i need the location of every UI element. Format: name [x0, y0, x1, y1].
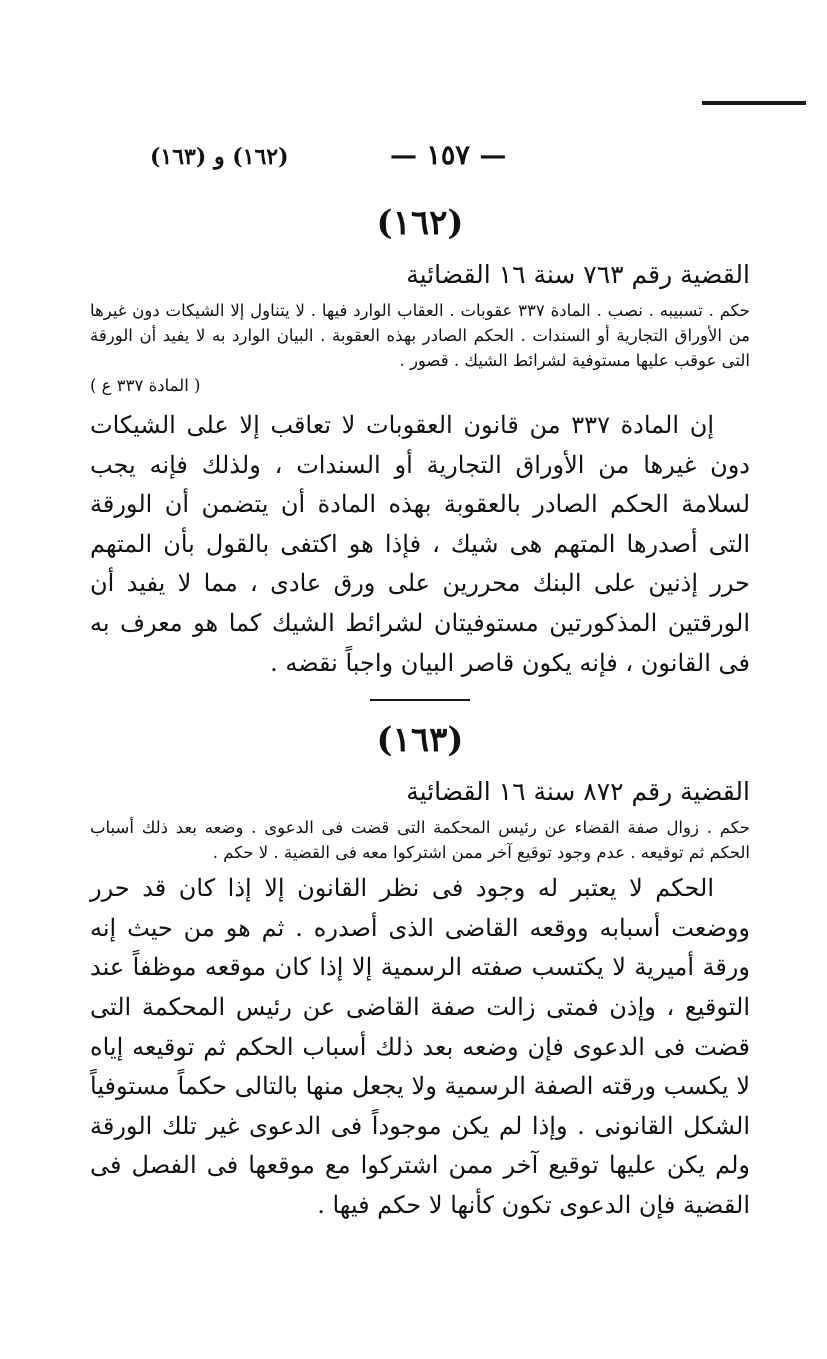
- header-case-numbers: (١٦٢) و (١٦٣): [150, 144, 289, 170]
- case-reference: القضية رقم ٧٦٣ سنة ١٦ القضائية: [406, 260, 750, 289]
- top-corner-rule: [702, 101, 806, 105]
- case-summary: حكم . تسبيبه . نصب . المادة ٣٣٧ عقوبات . العقاب الوارد فيها . لا يتناول إلا الشيكات دون غيرها من الأوراق التجارية أو السندات . الحكم الصادر بهذه العقوبة . البيان الوارد به لا يفيد أن الورقة التى عوقب عليها مستوفية لشرائط الشيك . قصور .: [90, 301, 750, 370]
- case-summary: حكم . زوال صفة القضاء عن رئيس المحكمة التى قضت فى الدعوى . وضعه بعد ذلك أسباب الحكم ثم توقيعه . عدم وجود توقيع آخر ممن اشتركوا معه فى القضية . لا حكم .: [90, 818, 750, 863]
- page-number: — ١٥٧ —: [390, 140, 507, 171]
- page-header: [60, 140, 760, 176]
- case-reference: القضية رقم ٨٧٢ سنة ١٦ القضائية: [406, 777, 750, 807]
- page-content: [90, 198, 750, 1226]
- section-divider: [370, 699, 470, 701]
- case-number: (١٦٢): [376, 203, 464, 243]
- case-section-163: [90, 715, 750, 1225]
- case-section-162: [90, 198, 750, 683]
- case-number: (١٦٣): [376, 720, 464, 761]
- case-body: إن المادة ٣٣٧ من قانون العقوبات لا تعاقب إلا على الشيكات دون غيرها من الأوراق التجارية أو السندات ، ولذلك فإنه يجب لسلامة الحكم الصادر بالعقوبة بهذه المادة أن يتضمن أن الورقة التى أصدرها المتهم هى شيك ، فإذا هو اكتفى بالقول بأن المتهم حرر إذنين على البنك محررين على ورق عادى ، مما لا يفيد أن الورقتين المذكورتين مستوفيتان لشرائط الشيك كما هو معرف به فى القانون ، فإنه يكون قاصر البيان واجباً نقضه .: [90, 411, 750, 677]
- case-body: الحكم لا يعتبر له وجود فى نظر القانون إلا إذا كان قد حرر ووضعت أسبابه ووقعه القاضى الذى أصدره . ثم هو من حيث إنه ورقة أميرية لا يكتسب صفته الرسمية إلا إذا كان موقعه موظفاً عند التوقيع ، وإذن فمتى زالت صفة القاضى عن رئيس المحكمة التى قضت فى الدعوى فإن وضعه بعد ذلك أسباب الحكم ثم توقيعه إياه لا يكسب ورقته الصفة الرسمية ولا يجعل منها بالتالى حكماً مستوفياً الشكل القانونى . وإذا لم يكن موجوداً فى الدعوى غير تلك الورقة ولم يكن عليها توقيع آخر ممن اشتركوا مع موقعها فى الفصل فى القضية فإن الدعوى تكون كأنها لا حكم فيها .: [90, 874, 751, 1219]
- article-reference: ( المادة ٣٣٧ ع ): [90, 376, 201, 395]
